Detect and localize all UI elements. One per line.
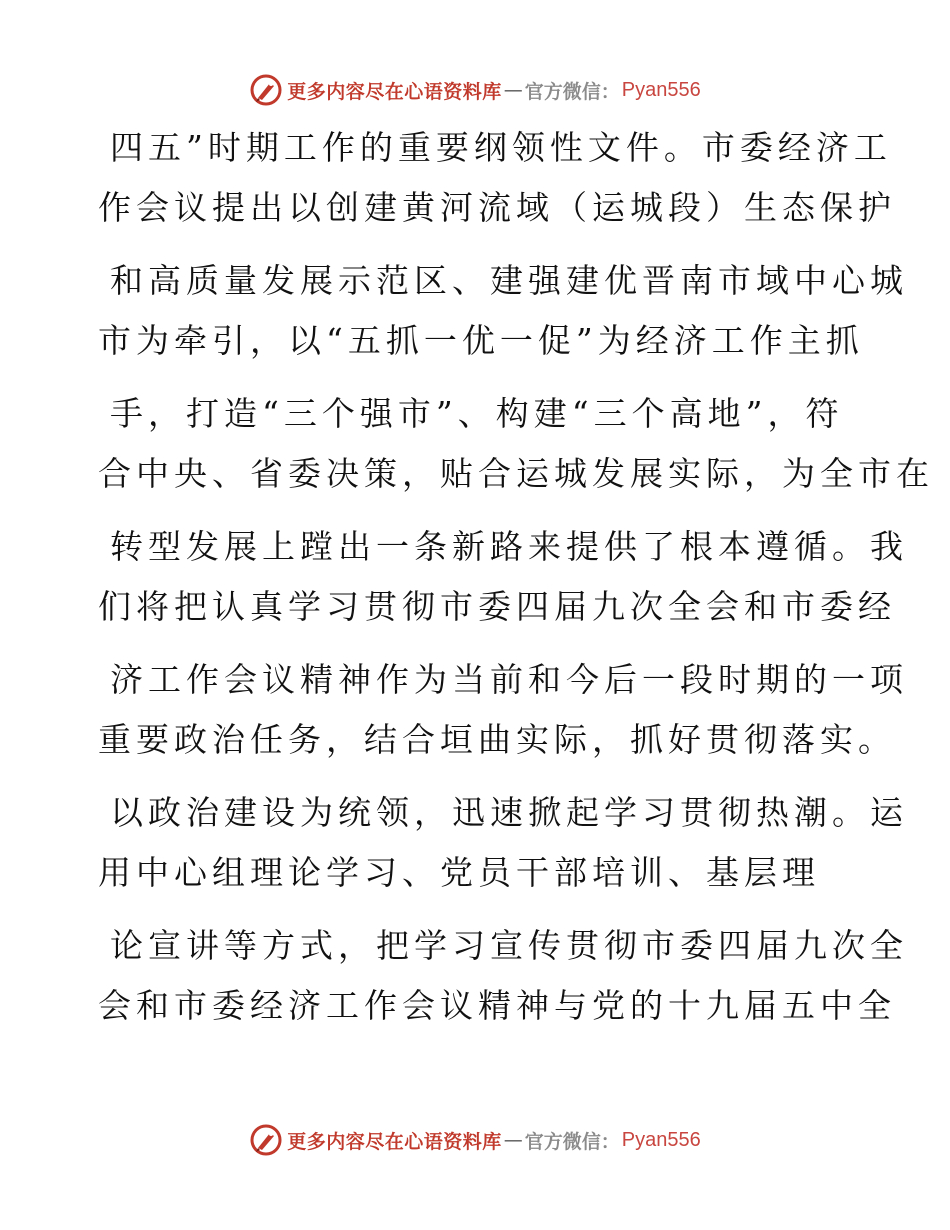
pen-logo-icon: [249, 1123, 283, 1157]
text-line: 和高质量发展示范区、建强建优晋南市域中心城: [110, 261, 908, 300]
banner-wechat-label: 官方微信：: [524, 1130, 620, 1153]
text-line: 济工作会议精神作为当前和今后一段时期的一项: [110, 660, 908, 699]
footer-banner: [0, 1120, 950, 1160]
banner-site-text: 更多内容尽在心语资料库: [287, 80, 502, 103]
text-line: 们将把认真学习贯彻市委四届九次全会和市委经: [98, 587, 896, 626]
text-line: 会和市委经济工作会议精神与党的十九届五中全: [98, 986, 896, 1025]
text-line: 市为牵引，以“五抓一优一促”为经济工作主抓: [98, 321, 864, 360]
banner-site-text: 更多内容尽在心语资料库: [287, 1130, 502, 1153]
banner-dash: —: [503, 1129, 523, 1151]
banner-wechat-id: Pyan556: [621, 78, 701, 101]
banner-wechat-id: Pyan556: [621, 1128, 701, 1151]
text-line: 合中央、省委决策，贴合运城发展实际，为全市在: [98, 454, 934, 493]
text-line: 重要政治任务，结合垣曲实际，抓好贯彻落实。: [98, 720, 896, 759]
banner-wechat-label: 官方微信：: [524, 80, 620, 103]
header-banner: [0, 70, 950, 110]
banner-dash: —: [503, 79, 523, 101]
text-line: 作会议提出以创建黄河流域（运城段）生态保护: [98, 188, 896, 227]
text-line: 四五”时期工作的重要纲领性文件。市委经济工: [110, 128, 892, 167]
text-line: 以政治建设为统领，迅速掀起学习贯彻热潮。运: [110, 793, 908, 832]
text-line: 论宣讲等方式，把学习宣传贯彻市委四届九次全: [110, 926, 908, 965]
text-line: 转型发展上蹚出一条新路来提供了根本遵循。我: [110, 527, 908, 566]
text-line: 用中心组理论学习、党员干部培训、基层理: [98, 853, 820, 892]
pen-logo-icon: [249, 73, 283, 107]
text-line: 手，打造“三个强市”、构建“三个高地”，符: [110, 394, 844, 433]
